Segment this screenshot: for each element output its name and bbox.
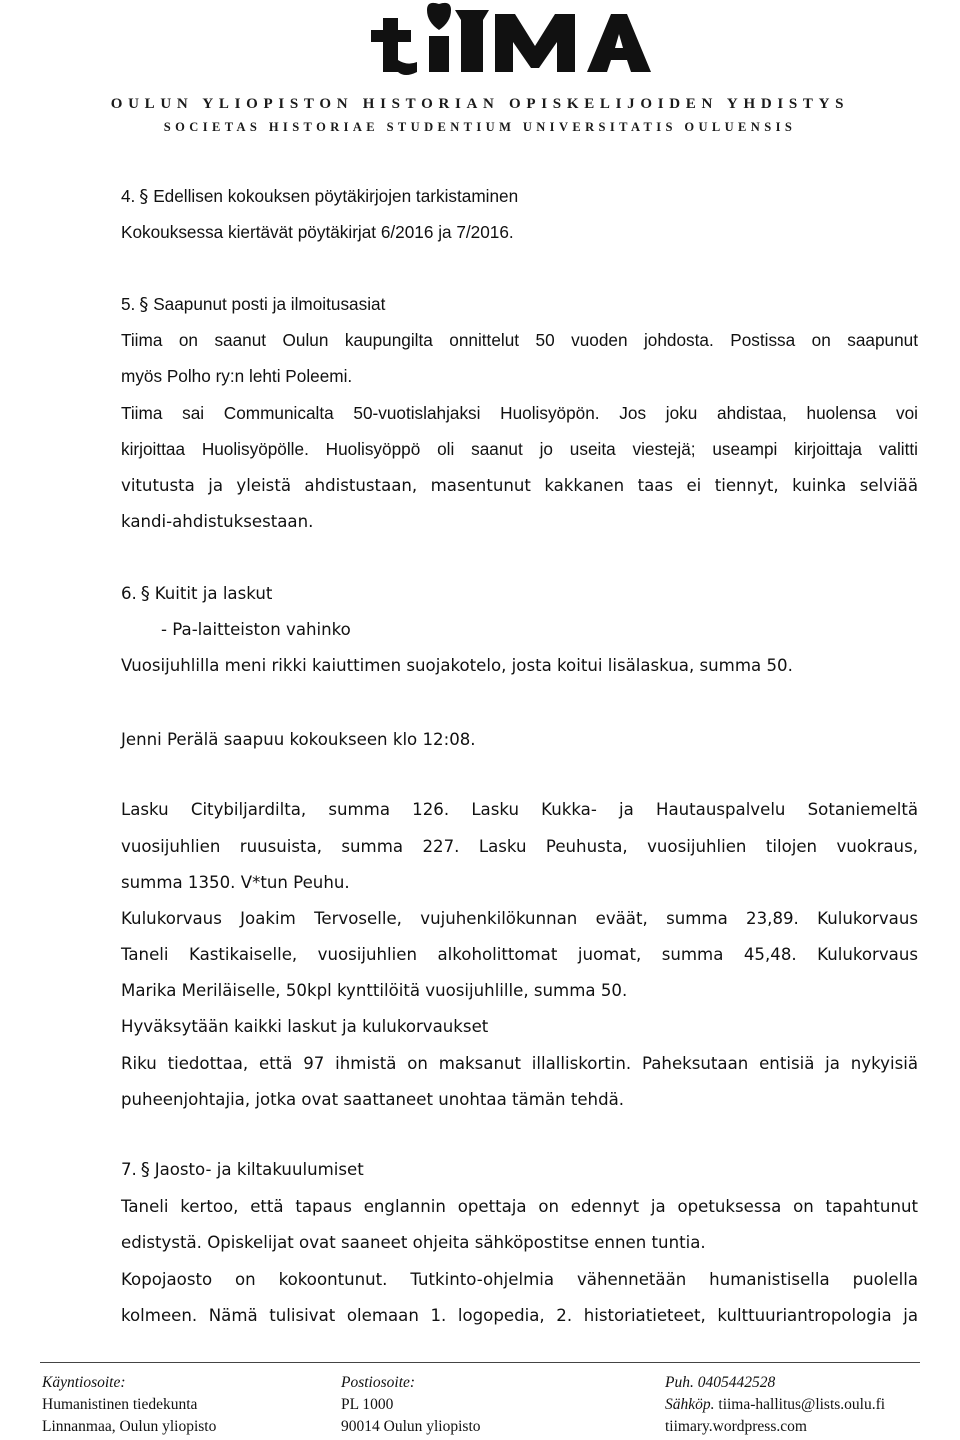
paragraph-line: kolmeen. Nämä tulisivat olemaan 1. logopedia, 2. historiatieteet, kulttuuriantropologia ja: [121, 1306, 918, 1325]
paragraph-line: Riku tiedottaa, että 97 ihmistä on maksanut illalliskortin. Paheksutaan entisiä ja nykyisiä: [121, 1054, 918, 1073]
footer-contact: [665, 1372, 885, 1438]
paragraph-line: Taneli Kastikaiselle, vuosijuhlien alkoholittomat juomat, summa 45,48. Kulukorvaus: [121, 945, 918, 964]
paragraph-line: Kokouksessa kiertävät pöytäkirjat 6/2016 ja 7/2016.: [121, 222, 514, 242]
paragraph-line: Kulukorvaus Joakim Tervoselle, vujuhenkilökunnan eväät, summa 23,89. Kulukorvaus: [121, 909, 918, 928]
postal-line: 90014 Oulun yliopisto: [341, 1418, 481, 1435]
paragraph-line: summa 1350. V*tun Peuhu.: [121, 873, 350, 892]
paragraph-line: Taneli kertoo, että tapaus englannin opettaja on edennyt ja opetuksessa on tapahtunut: [121, 1197, 918, 1216]
section-heading: [121, 286, 385, 323]
paragraph-line: edistystä. Opiskelijat ovat saaneet ohjeita sähköpostitse ennen tuntia.: [121, 1233, 706, 1252]
section-title: Saapunut posti ja ilmoitusasiat: [153, 294, 386, 314]
section-number: 6.: [121, 584, 137, 603]
section-number: 4.: [121, 186, 136, 206]
visit-label: Käyntiosoite:: [42, 1374, 126, 1391]
tiima-logo: [365, 0, 655, 78]
paragraph-line: kirjoittaa Huolisyöpölle. Huolisyöppö oli saanut jo useita viestejä; useampi kirjoittaja valitti: [121, 439, 918, 459]
section-number: 7.: [121, 1160, 137, 1179]
email-label: Sähköp.: [665, 1396, 715, 1413]
letterhead: [0, 0, 960, 150]
postal-line: PL 1000: [341, 1396, 394, 1413]
paragraph-line: myös Polho ry:n lehti Poleemi.: [121, 366, 353, 386]
paragraph-line: puheenjohtajia, jotka ovat saattaneet unohtaa tämän tehdä.: [121, 1090, 625, 1109]
website-link[interactable]: tiimary.wordpress.com: [665, 1418, 807, 1435]
phone-label: Puh.: [665, 1374, 694, 1391]
paragraph-line: Lasku Citybiljardilta, summa 126. Lasku Kukka- ja Hautauspalvelu Sotaniemeltä: [121, 800, 918, 819]
paragraph-line: Kopojaosto on kokoontunut. Tutkinto-ohjelmia vähennetään humanistisella puolella: [121, 1270, 918, 1289]
section-title: Edellisen kokouksen pöytäkirjojen tarkistaminen: [153, 186, 519, 206]
paragraph-line: - Pa-laitteiston vahinko: [161, 620, 351, 639]
footer-postal-address: [341, 1372, 481, 1438]
footer-divider: [40, 1362, 920, 1363]
section-symbol: §: [138, 186, 150, 207]
section-heading: [121, 1152, 364, 1188]
section-number: 5.: [121, 294, 136, 314]
section-heading: [121, 576, 272, 612]
paragraph-line: kandi-ahdistuksestaan.: [121, 512, 314, 531]
email-link[interactable]: tiima-hallitus@lists.oulu.fi: [718, 1396, 886, 1413]
section-symbol: §: [138, 294, 150, 315]
paragraph-line: Tiima sai Communicalta 50-vuotislahjaksi Huolisyöpön. Jos joku ahdistaa, huolensa voi: [121, 403, 918, 423]
paragraph-line: Jenni Perälä saapuu kokoukseen klo 12:08.: [121, 730, 476, 749]
paragraph-line: Tiima on saanut Oulun kaupungilta onnittelut 50 vuoden johdosta. Postissa on saapunut: [121, 330, 918, 350]
section-heading: [121, 178, 518, 215]
postal-label: Postiosoite:: [341, 1374, 416, 1391]
section-title: Jaosto- ja kiltakuulumiset: [154, 1160, 364, 1179]
section-title: Kuitit ja laskut: [154, 584, 273, 603]
paragraph-line: Vuosijuhlilla meni rikki kaiuttimen suojakotelo, josta koitui lisälaskua, summa 50.: [121, 656, 793, 675]
phone-number: 0405442528: [697, 1374, 776, 1391]
paragraph-line: vitutusta ja yleistä ahdistustaan, masentunut kakkanen taas ei tiennyt, kuinka selviää: [121, 476, 918, 495]
section-symbol: §: [139, 1159, 151, 1180]
tagline-latin: SOCIETAS HISTORIAE STUDENTIUM UNIVERSITATIS OULUENSIS: [163, 120, 797, 134]
section-symbol: §: [139, 583, 151, 604]
paragraph-line: Marika Meriläiselle, 50kpl kynttilöitä vuosijuhlille, summa 50.: [121, 981, 628, 1000]
paragraph-line: Hyväksytään kaikki laskut ja kulukorvaukset: [121, 1017, 489, 1036]
paragraph-line: vuosijuhlien ruusuista, summa 227. Lasku Peuhusta, vuosijuhlien tilojen vuokraus,: [121, 837, 918, 856]
visit-line: Humanistinen tiedekunta: [42, 1396, 198, 1413]
tagline-finnish: OULUN YLIOPISTON HISTORIAN OPISKELIJOIDEN YHDISTYS: [110, 96, 850, 112]
footer-visit-address: [42, 1372, 216, 1438]
visit-line: Linnanmaa, Oulun yliopisto: [42, 1418, 217, 1435]
